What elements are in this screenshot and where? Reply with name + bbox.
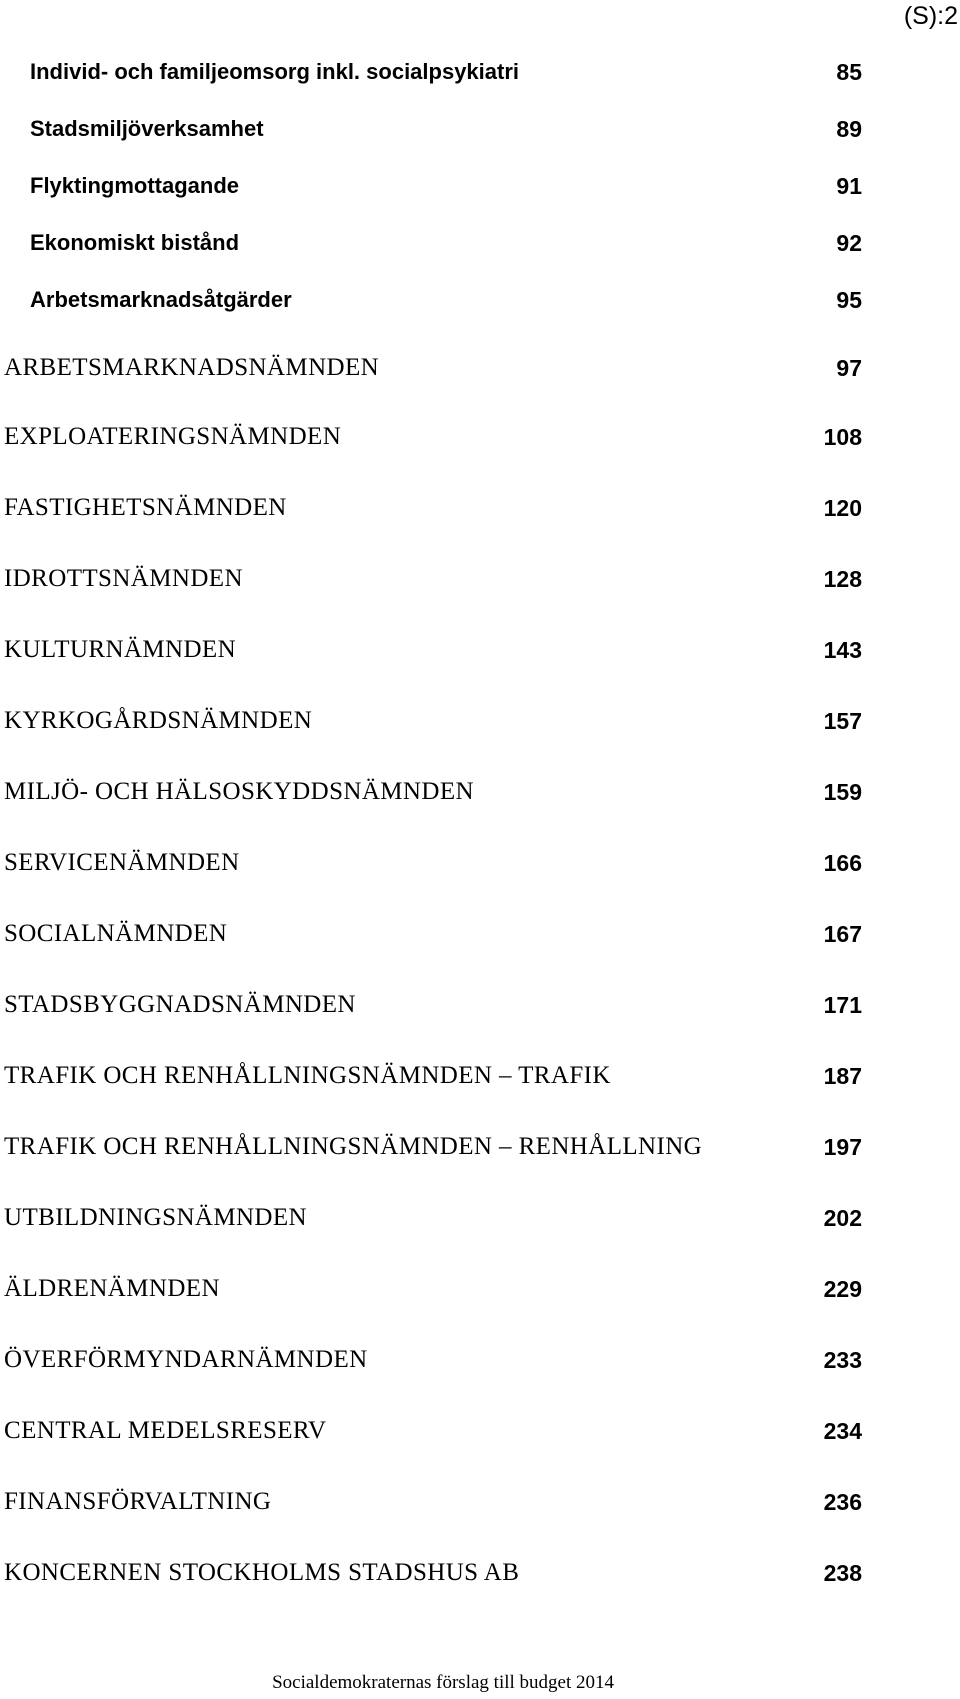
toc-entry-page: 238 <box>823 1560 862 1586</box>
toc-entry-title: Ekonomiskt bistånd <box>30 230 240 255</box>
toc-entry-page: 85 <box>836 59 862 85</box>
toc-entry-page: 202 <box>823 1205 862 1231</box>
toc-entry-title: FASTIGHETSNÄMNDEN <box>4 494 287 521</box>
toc-entry[interactable] <box>0 1485 862 1519</box>
toc-entry[interactable] <box>0 169 862 203</box>
toc-entry[interactable] <box>0 283 862 317</box>
toc-entry-page: 108 <box>823 424 862 450</box>
toc-entry[interactable] <box>0 1272 862 1306</box>
toc-entry[interactable] <box>0 633 862 667</box>
toc-entry-title: ÄLDRENÄMNDEN <box>4 1275 220 1302</box>
toc-entry[interactable] <box>0 112 862 146</box>
toc-entry-title: IDROTTSNÄMNDEN <box>4 565 243 592</box>
page-reference: (S):2 <box>903 2 958 30</box>
toc-entry-title: SOCIALNÄMNDEN <box>4 920 228 947</box>
toc-entry-title: KONCERNEN STOCKHOLMS STADSHUS AB <box>4 1559 520 1586</box>
toc-entry-title: STADSBYGGNADSNÄMNDEN <box>4 991 356 1018</box>
toc-entry-page: 157 <box>823 708 862 734</box>
footer-text: Socialdemokraternas förslag till budget 2014 <box>272 1672 614 1693</box>
toc-entry[interactable] <box>0 1130 862 1164</box>
toc-entry-title: Stadsmiljöverksamhet <box>30 116 264 141</box>
toc-entry-title: MILJÖ- OCH HÄLSOSKYDDSNÄMNDEN <box>4 778 474 805</box>
toc-entry-page: 234 <box>823 1418 862 1444</box>
toc-entry-page: 233 <box>823 1347 862 1373</box>
toc-entry[interactable] <box>0 55 862 89</box>
toc-entry-page: 92 <box>836 230 862 256</box>
toc-entry[interactable] <box>0 1343 862 1377</box>
toc-entry-title: FINANSFÖRVALTNING <box>4 1488 272 1515</box>
toc-entry-page: 197 <box>823 1134 862 1160</box>
toc-entry-page: 187 <box>823 1063 862 1089</box>
toc-entry-title: TRAFIK OCH RENHÅLLNINGSNÄMNDEN – TRAFIK <box>4 1062 611 1089</box>
toc-entry[interactable] <box>0 1414 862 1448</box>
toc-entry[interactable] <box>0 420 862 454</box>
toc-entry-title: KYRKOGÅRDSNÄMNDEN <box>4 707 313 734</box>
toc-entry[interactable] <box>0 988 862 1022</box>
toc-entry-title: ÖVERFÖRMYNDARNÄMNDEN <box>4 1346 368 1373</box>
toc-entry[interactable] <box>0 351 862 385</box>
toc-entry-page: 171 <box>823 992 862 1018</box>
toc-entry-page: 89 <box>836 116 862 142</box>
toc-entry-page: 236 <box>823 1489 862 1515</box>
toc-entry-page: 91 <box>836 173 862 199</box>
toc-entry-page: 166 <box>823 850 862 876</box>
toc-entry-title: ARBETSMARKNADSNÄMNDEN <box>4 354 380 381</box>
toc-entry-title: EXPLOATERINGSNÄMNDEN <box>4 423 342 450</box>
toc-entry-page: 97 <box>836 355 862 381</box>
toc-entry[interactable] <box>0 1059 862 1093</box>
toc-entry-page: 229 <box>823 1276 862 1302</box>
toc-entry[interactable] <box>0 1201 862 1235</box>
toc-entry-page: 120 <box>823 495 862 521</box>
toc-entry-title: SERVICENÄMNDEN <box>4 849 240 876</box>
toc-entry[interactable] <box>0 1556 862 1590</box>
toc-entry-title: Arbetsmarknadsåtgärder <box>30 287 292 312</box>
toc-entry-title: UTBILDNINGSNÄMNDEN <box>4 1204 308 1231</box>
toc-entry[interactable] <box>0 775 862 809</box>
toc-entry[interactable] <box>0 704 862 738</box>
toc-entry-title: TRAFIK OCH RENHÅLLNINGSNÄMNDEN – RENHÅLLNING <box>4 1133 703 1160</box>
toc-entry-title: KULTURNÄMNDEN <box>4 636 237 663</box>
toc-entry[interactable] <box>0 562 862 596</box>
toc-entry-title: CENTRAL MEDELSRESERV <box>4 1417 327 1444</box>
toc-entry[interactable] <box>0 226 862 260</box>
toc-entry-page: 159 <box>823 779 862 805</box>
toc-entry-page: 95 <box>836 287 862 313</box>
toc-entry[interactable] <box>0 491 862 525</box>
toc-entry[interactable] <box>0 917 862 951</box>
toc-entry-page: 128 <box>823 566 862 592</box>
toc-entry-page: 167 <box>823 921 862 947</box>
toc-entry-title: Flyktingmottagande <box>30 173 240 198</box>
toc-entry-page: 143 <box>823 637 862 663</box>
toc-entry[interactable] <box>0 846 862 880</box>
page-footer <box>0 1671 862 1695</box>
toc-entry-title: Individ- och familjeomsorg inkl. socialpsykiatri <box>30 59 520 84</box>
